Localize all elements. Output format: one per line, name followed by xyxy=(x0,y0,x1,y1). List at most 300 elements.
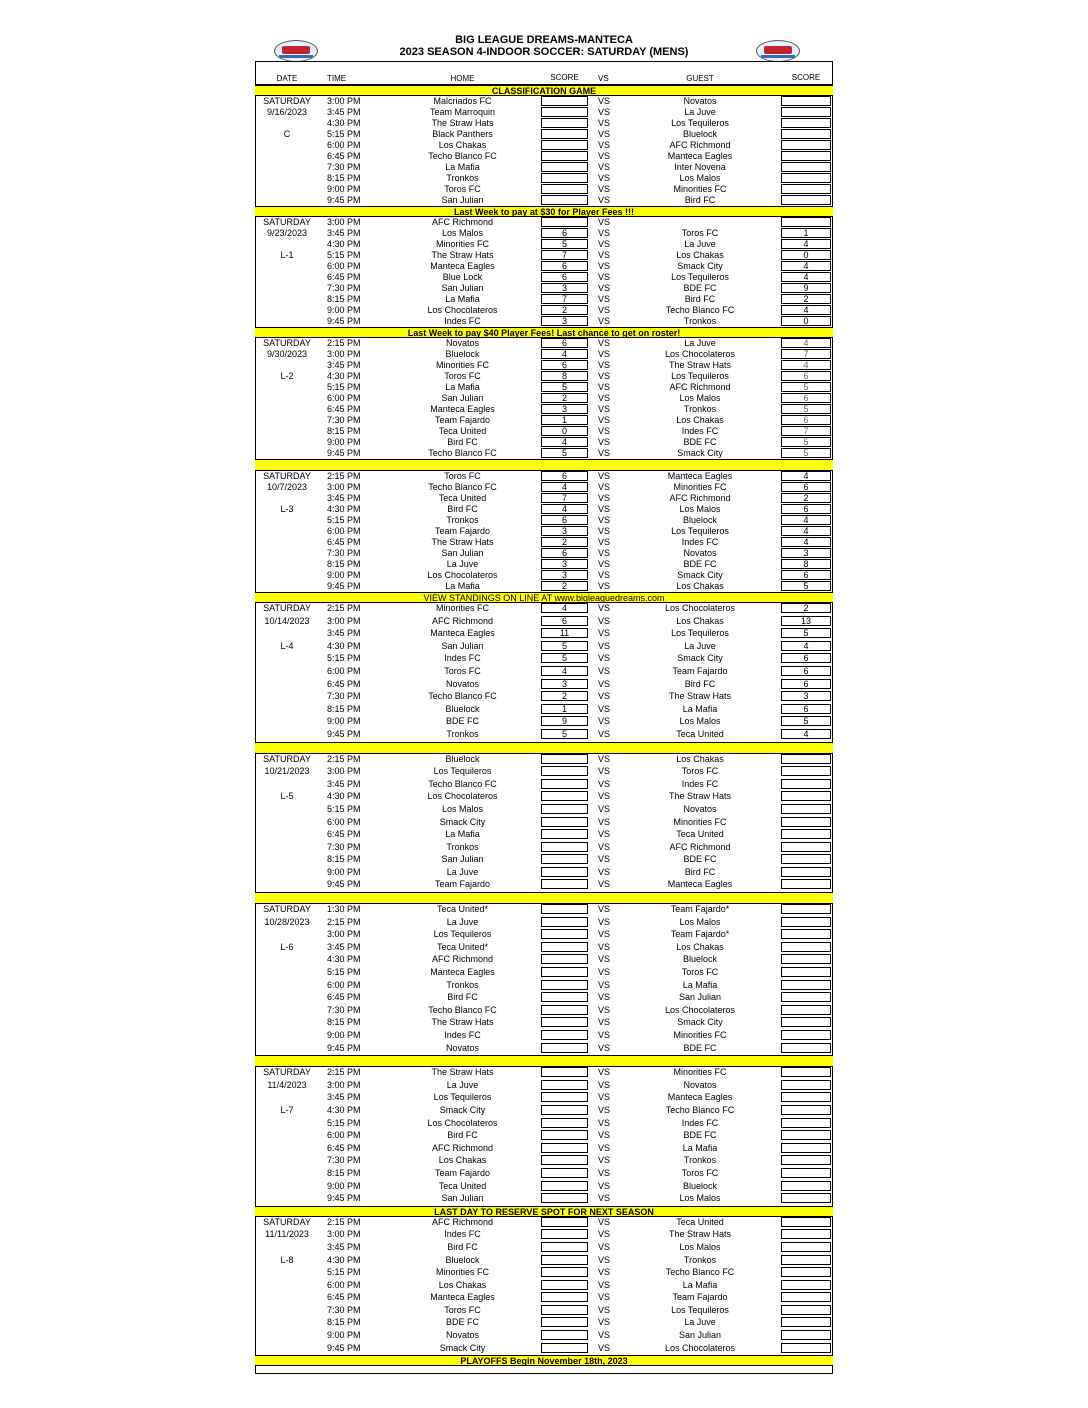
guest-team: Los Malos xyxy=(679,1193,721,1204)
game-time: 9:45 PM xyxy=(327,195,361,205)
home-team: Bluelock xyxy=(445,753,480,764)
home-score[interactable] xyxy=(541,842,588,852)
game-time: 9:45 PM xyxy=(327,1342,361,1353)
home-score[interactable] xyxy=(541,1292,588,1302)
guest-score[interactable]: 6 xyxy=(781,704,831,714)
guest-team: Los Tequileros xyxy=(671,118,729,128)
guest-score[interactable]: 9 xyxy=(781,283,831,293)
guest-score[interactable] xyxy=(781,173,831,183)
guest-score[interactable] xyxy=(781,1155,831,1165)
game-time: 7:30 PM xyxy=(327,415,361,425)
home-score[interactable]: 5 xyxy=(541,382,588,392)
guest-team: Los Malos xyxy=(679,393,721,403)
home-score[interactable]: 6 xyxy=(541,272,588,282)
home-score[interactable] xyxy=(541,1280,588,1290)
home-score[interactable] xyxy=(541,140,588,150)
vs-label: VS xyxy=(598,653,611,664)
guest-team: Los Chocolateros xyxy=(664,1004,736,1015)
game-time: 4:30 PM xyxy=(327,640,361,651)
guest-score[interactable] xyxy=(781,854,831,864)
vs-label: VS xyxy=(598,1030,611,1040)
vs-label: VS xyxy=(598,1092,611,1103)
home-score[interactable]: 3 xyxy=(541,404,588,414)
guest-score[interactable]: 4 xyxy=(781,729,831,739)
game-time: 7:30 PM xyxy=(327,1304,361,1315)
guest-score[interactable]: 2 xyxy=(781,294,831,304)
guest-score[interactable]: 3 xyxy=(781,548,831,558)
home-score[interactable]: 5 xyxy=(541,641,588,651)
guest-score[interactable] xyxy=(781,954,831,964)
home-score[interactable] xyxy=(541,162,588,172)
guest-score[interactable]: 5 xyxy=(781,448,831,458)
home-team: AFC Richmond xyxy=(431,1142,494,1153)
guest-team: La Juve xyxy=(684,107,716,117)
guest-score[interactable] xyxy=(781,107,831,117)
game-row xyxy=(255,967,833,980)
home-team: The Straw Hats xyxy=(431,1017,494,1028)
home-score[interactable] xyxy=(541,1092,588,1102)
guest-score[interactable]: 5 xyxy=(781,628,831,638)
guest-score[interactable]: 6 xyxy=(781,679,831,689)
guest-score[interactable] xyxy=(781,917,831,927)
guest-score[interactable] xyxy=(781,184,831,194)
vs-label: VS xyxy=(598,184,611,194)
guest-score[interactable]: 4 xyxy=(781,526,831,536)
vs-label: VS xyxy=(598,316,611,326)
home-score[interactable]: 4 xyxy=(541,603,588,613)
game-row xyxy=(255,272,833,283)
guest-team: Manteca Eagles xyxy=(667,471,733,481)
guest-score[interactable]: 5 xyxy=(781,716,831,726)
home-score[interactable] xyxy=(541,817,588,827)
home-score[interactable]: 5 xyxy=(541,448,588,458)
guest-score[interactable] xyxy=(781,779,831,789)
game-row xyxy=(255,559,833,570)
guest-score[interactable] xyxy=(781,766,831,776)
guest-team: Teca United xyxy=(676,1216,724,1227)
game-time: 3:45 PM xyxy=(327,1241,361,1252)
guest-score[interactable]: 13 xyxy=(781,616,831,626)
guest-score[interactable]: 6 xyxy=(781,393,831,403)
guest-score[interactable] xyxy=(781,1292,831,1302)
guest-score[interactable] xyxy=(781,118,831,128)
guest-score[interactable]: 5 xyxy=(781,404,831,414)
guest-score[interactable] xyxy=(781,1242,831,1252)
guest-score[interactable] xyxy=(781,879,831,889)
game-time: 5:15 PM xyxy=(327,1117,361,1128)
home-score[interactable] xyxy=(541,879,588,889)
home-score[interactable]: 4 xyxy=(541,504,588,514)
game-time: 3:00 PM xyxy=(327,929,361,940)
guest-team: Los Chocolateros xyxy=(664,1342,736,1353)
home-score[interactable] xyxy=(541,1017,588,1027)
home-score[interactable] xyxy=(541,766,588,776)
game-time: 6:00 PM xyxy=(327,1130,361,1141)
guest-score[interactable] xyxy=(781,1067,831,1077)
guest-team: Los Malos xyxy=(679,504,721,514)
guest-score[interactable]: 3 xyxy=(781,691,831,701)
home-score[interactable]: 4 xyxy=(541,349,588,359)
home-score[interactable]: 6 xyxy=(541,360,588,370)
home-score[interactable] xyxy=(541,1118,588,1128)
game-time: 9:00 PM xyxy=(327,1030,361,1040)
home-score[interactable]: 6 xyxy=(541,616,588,626)
guest-score[interactable] xyxy=(781,942,831,952)
home-score[interactable] xyxy=(541,992,588,1002)
vs-label: VS xyxy=(598,371,611,381)
home-team: AFC Richmond xyxy=(431,1216,494,1227)
home-score[interactable] xyxy=(541,1080,588,1090)
home-score[interactable] xyxy=(541,1105,588,1115)
guest-score[interactable] xyxy=(781,1317,831,1327)
guest-score[interactable]: 2 xyxy=(781,603,831,613)
guest-score[interactable] xyxy=(781,754,831,764)
guest-score[interactable]: 4 xyxy=(781,272,831,282)
guest-team: The Straw Hats xyxy=(668,1229,732,1240)
guest-score[interactable] xyxy=(781,129,831,139)
home-score[interactable] xyxy=(541,1130,588,1140)
home-score[interactable] xyxy=(541,829,588,839)
home-score[interactable]: 0 xyxy=(541,426,588,436)
home-score[interactable] xyxy=(541,107,588,117)
guest-score[interactable]: 6 xyxy=(781,570,831,580)
guest-score[interactable] xyxy=(781,162,831,172)
week-date: 9/30/2023 xyxy=(266,349,308,359)
game-row xyxy=(255,1168,833,1181)
home-score[interactable]: 5 xyxy=(541,653,588,663)
guest-score[interactable]: 4 xyxy=(781,471,831,481)
vs-label: VS xyxy=(598,305,611,315)
guest-score[interactable] xyxy=(781,1343,831,1353)
guest-team: Los Chakas xyxy=(676,581,724,591)
home-score[interactable] xyxy=(541,1030,588,1040)
game-row xyxy=(255,1143,833,1156)
vs-label: VS xyxy=(598,537,611,547)
vs-label: VS xyxy=(598,228,611,238)
guest-score[interactable]: 6 xyxy=(781,415,831,425)
guest-team: Team Fajardo* xyxy=(670,929,730,940)
guest-score[interactable]: 6 xyxy=(781,504,831,514)
guest-score[interactable] xyxy=(781,829,831,839)
guest-score[interactable]: 8 xyxy=(781,559,831,569)
guest-score[interactable]: 5 xyxy=(781,581,831,591)
guest-score[interactable]: 4 xyxy=(781,360,831,370)
week-code: L-1 xyxy=(280,250,294,260)
home-score[interactable]: 6 xyxy=(541,338,588,348)
home-score[interactable] xyxy=(541,1143,588,1153)
banner-fees30: Last Week to pay at $30 for Player Fees !!! xyxy=(255,206,833,217)
home-score[interactable] xyxy=(541,1267,588,1277)
guest-score[interactable] xyxy=(781,791,831,801)
game-row xyxy=(255,679,833,692)
home-score[interactable]: 2 xyxy=(541,537,588,547)
home-team: La Mafia xyxy=(445,829,480,840)
home-score[interactable] xyxy=(541,954,588,964)
home-score[interactable] xyxy=(541,184,588,194)
guest-score[interactable] xyxy=(781,1043,831,1053)
guest-score[interactable]: 5 xyxy=(781,437,831,447)
vs-label: VS xyxy=(598,1155,611,1166)
vs-label: VS xyxy=(598,448,611,458)
guest-score[interactable]: 2 xyxy=(781,493,831,503)
home-score[interactable]: 4 xyxy=(541,437,588,447)
guest-score[interactable]: 4 xyxy=(781,338,831,348)
guest-score[interactable]: 7 xyxy=(781,349,831,359)
home-score[interactable] xyxy=(541,1330,588,1340)
guest-team: La Juve xyxy=(684,1317,716,1328)
guest-team: Teca United xyxy=(676,728,724,739)
home-score[interactable] xyxy=(541,1181,588,1191)
home-score[interactable]: 1 xyxy=(541,704,588,714)
home-score[interactable] xyxy=(541,867,588,877)
home-team: San Julian xyxy=(441,195,484,205)
guest-score[interactable] xyxy=(781,1105,831,1115)
guest-team: Indes FC xyxy=(681,537,719,547)
home-team: Tronkos xyxy=(446,979,479,990)
guest-score[interactable] xyxy=(781,1181,831,1191)
guest-team: Bird FC xyxy=(684,294,716,304)
game-row xyxy=(255,1255,833,1268)
home-score[interactable]: 9 xyxy=(541,716,588,726)
guest-score[interactable] xyxy=(781,992,831,1002)
game-time: 3:45 PM xyxy=(327,360,361,370)
week-block xyxy=(255,217,833,327)
home-score[interactable]: 3 xyxy=(541,679,588,689)
banner-spacer xyxy=(255,459,833,471)
guest-score[interactable] xyxy=(781,867,831,877)
vs-label: VS xyxy=(598,217,611,227)
home-score[interactable]: 6 xyxy=(541,261,588,271)
home-score[interactable] xyxy=(541,754,588,764)
guest-team: Bluelock xyxy=(682,129,718,139)
guest-score[interactable] xyxy=(781,904,831,914)
home-score[interactable]: 4 xyxy=(541,482,588,492)
guest-score[interactable]: 6 xyxy=(781,482,831,492)
home-score[interactable]: 3 xyxy=(541,316,588,326)
vs-label: VS xyxy=(598,904,611,915)
guest-score[interactable] xyxy=(781,1030,831,1040)
guest-score[interactable]: 4 xyxy=(781,261,831,271)
home-score[interactable]: 6 xyxy=(541,228,588,238)
vs-label: VS xyxy=(598,107,611,117)
home-score[interactable] xyxy=(541,791,588,801)
home-score[interactable] xyxy=(541,1255,588,1265)
home-score[interactable] xyxy=(541,1193,588,1203)
home-score[interactable] xyxy=(541,917,588,927)
home-team: Novatos xyxy=(445,1042,480,1053)
guest-score[interactable] xyxy=(781,1305,831,1315)
home-score[interactable] xyxy=(541,967,588,977)
guest-score[interactable] xyxy=(781,1217,831,1227)
home-score[interactable]: 11 xyxy=(541,628,588,638)
guest-score[interactable] xyxy=(781,1229,831,1239)
guest-score[interactable] xyxy=(781,96,831,106)
home-score[interactable] xyxy=(541,1168,588,1178)
home-team: Techo Blanco FC xyxy=(428,691,497,702)
guest-score[interactable]: 0 xyxy=(781,250,831,260)
home-score[interactable] xyxy=(541,779,588,789)
vs-label: VS xyxy=(598,1042,611,1053)
guest-score[interactable] xyxy=(781,1330,831,1340)
guest-score[interactable] xyxy=(781,1118,831,1128)
guest-score[interactable] xyxy=(781,1143,831,1153)
home-score[interactable]: 6 xyxy=(541,515,588,525)
home-score[interactable] xyxy=(541,1317,588,1327)
vs-label: VS xyxy=(598,283,611,293)
home-score[interactable] xyxy=(541,217,588,227)
vs-label: VS xyxy=(598,1292,611,1303)
guest-score[interactable] xyxy=(781,842,831,852)
guest-score[interactable]: 4 xyxy=(781,515,831,525)
game-time: 3:45 PM xyxy=(327,941,361,952)
home-score[interactable] xyxy=(541,1217,588,1227)
home-score[interactable]: 2 xyxy=(541,393,588,403)
home-score[interactable]: 3 xyxy=(541,526,588,536)
game-time: 9:00 PM xyxy=(327,437,361,447)
game-row xyxy=(255,691,833,704)
guest-score[interactable]: 6 xyxy=(781,653,831,663)
home-score[interactable] xyxy=(541,1343,588,1353)
guest-score[interactable] xyxy=(781,1130,831,1140)
home-score[interactable]: 1 xyxy=(541,415,588,425)
vs-label: VS xyxy=(598,854,611,865)
home-score[interactable] xyxy=(541,904,588,914)
home-score[interactable] xyxy=(541,1242,588,1252)
vs-label: VS xyxy=(598,1267,611,1278)
home-score[interactable] xyxy=(541,151,588,161)
home-score[interactable] xyxy=(541,942,588,952)
guest-score[interactable] xyxy=(781,1280,831,1290)
guest-score[interactable] xyxy=(781,1017,831,1027)
home-score[interactable]: 7 xyxy=(541,493,588,503)
guest-score[interactable] xyxy=(781,817,831,827)
vs-label: VS xyxy=(598,879,611,890)
home-score[interactable]: 2 xyxy=(541,305,588,315)
guest-score[interactable]: 6 xyxy=(781,371,831,381)
guest-score[interactable]: 1 xyxy=(781,228,831,238)
home-score[interactable] xyxy=(541,96,588,106)
guest-score[interactable] xyxy=(781,967,831,977)
home-score[interactable]: 6 xyxy=(541,548,588,558)
guest-score[interactable] xyxy=(781,195,831,205)
home-score[interactable] xyxy=(541,129,588,139)
guest-score[interactable] xyxy=(781,1092,831,1102)
home-score[interactable] xyxy=(541,1229,588,1239)
game-row xyxy=(255,228,833,239)
vs-label: VS xyxy=(598,1193,611,1204)
guest-score[interactable]: 5 xyxy=(781,382,831,392)
guest-score[interactable] xyxy=(781,1267,831,1277)
guest-team: Bluelock xyxy=(682,954,718,965)
home-team: Manteca Eagles xyxy=(430,628,495,639)
home-score[interactable] xyxy=(541,980,588,990)
banner-spacer xyxy=(255,742,833,754)
guest-score[interactable]: 4 xyxy=(781,239,831,249)
home-score[interactable] xyxy=(541,804,588,814)
vs-label: VS xyxy=(598,559,611,569)
guest-team: Smack City xyxy=(677,1017,723,1028)
guest-team: Bluelock xyxy=(682,1180,718,1191)
guest-team: La Juve xyxy=(684,239,716,249)
guest-score[interactable]: 6 xyxy=(781,666,831,676)
home-team: Los Tequileros xyxy=(433,929,492,940)
guest-score[interactable] xyxy=(781,1193,831,1203)
guest-score[interactable] xyxy=(781,1005,831,1015)
guest-score[interactable]: 0 xyxy=(781,316,831,326)
guest-score[interactable]: 7 xyxy=(781,426,831,436)
home-score[interactable]: 2 xyxy=(541,691,588,701)
game-row xyxy=(255,151,833,162)
home-score[interactable] xyxy=(541,1155,588,1165)
guest-score[interactable]: 4 xyxy=(781,537,831,547)
home-score[interactable] xyxy=(541,1005,588,1015)
guest-team: Smack City xyxy=(677,653,723,664)
vs-label: VS xyxy=(598,841,611,852)
vs-label: VS xyxy=(598,829,611,840)
home-score[interactable]: 3 xyxy=(541,283,588,293)
vs-label: VS xyxy=(598,1130,611,1141)
guest-team: Smack City xyxy=(677,261,723,271)
home-score[interactable] xyxy=(541,1043,588,1053)
guest-score[interactable]: 4 xyxy=(781,305,831,315)
home-score[interactable]: 7 xyxy=(541,294,588,304)
home-score[interactable] xyxy=(541,854,588,864)
guest-score[interactable] xyxy=(781,929,831,939)
home-score[interactable]: 8 xyxy=(541,371,588,381)
vs-label: VS xyxy=(598,678,611,689)
guest-score[interactable] xyxy=(781,1168,831,1178)
guest-score[interactable] xyxy=(781,980,831,990)
home-team: Team Fajardo xyxy=(434,1167,491,1178)
guest-score[interactable] xyxy=(781,1080,831,1090)
home-score[interactable] xyxy=(541,1305,588,1315)
home-team: The Straw Hats xyxy=(431,118,494,128)
home-score[interactable]: 7 xyxy=(541,250,588,260)
home-score[interactable]: 5 xyxy=(541,729,588,739)
game-row xyxy=(255,766,833,779)
guest-score[interactable] xyxy=(781,804,831,814)
game-time: 6:00 PM xyxy=(327,526,361,536)
home-score[interactable] xyxy=(541,118,588,128)
game-time: 9:45 PM xyxy=(327,1193,361,1204)
home-score[interactable] xyxy=(541,1067,588,1077)
vs-label: VS xyxy=(598,1216,611,1227)
guest-team: Team Fajardo* xyxy=(670,904,730,915)
home-score[interactable]: 6 xyxy=(541,471,588,481)
guest-team: Manteca Eagles xyxy=(667,879,733,890)
home-score[interactable] xyxy=(541,195,588,205)
banner-standings[interactable]: VIEW STANDINGS ON LINE AT www.bigleaguedreams.com xyxy=(255,592,833,603)
home-score[interactable]: 4 xyxy=(541,666,588,676)
game-row xyxy=(255,404,833,415)
guest-score[interactable] xyxy=(781,217,831,227)
home-score[interactable] xyxy=(541,173,588,183)
vs-label: VS xyxy=(598,1317,611,1328)
guest-score[interactable]: 4 xyxy=(781,641,831,651)
guest-score[interactable] xyxy=(781,151,831,161)
home-team: Bluelock xyxy=(445,349,480,359)
home-score[interactable]: 3 xyxy=(541,559,588,569)
game-time: 6:45 PM xyxy=(327,272,361,282)
vs-label: VS xyxy=(598,979,611,990)
guest-score[interactable] xyxy=(781,140,831,150)
vs-label: VS xyxy=(598,941,611,952)
home-score[interactable]: 2 xyxy=(541,581,588,591)
guest-score[interactable] xyxy=(781,1255,831,1265)
home-score[interactable]: 3 xyxy=(541,570,588,580)
home-score[interactable] xyxy=(541,929,588,939)
home-score[interactable]: 5 xyxy=(541,239,588,249)
